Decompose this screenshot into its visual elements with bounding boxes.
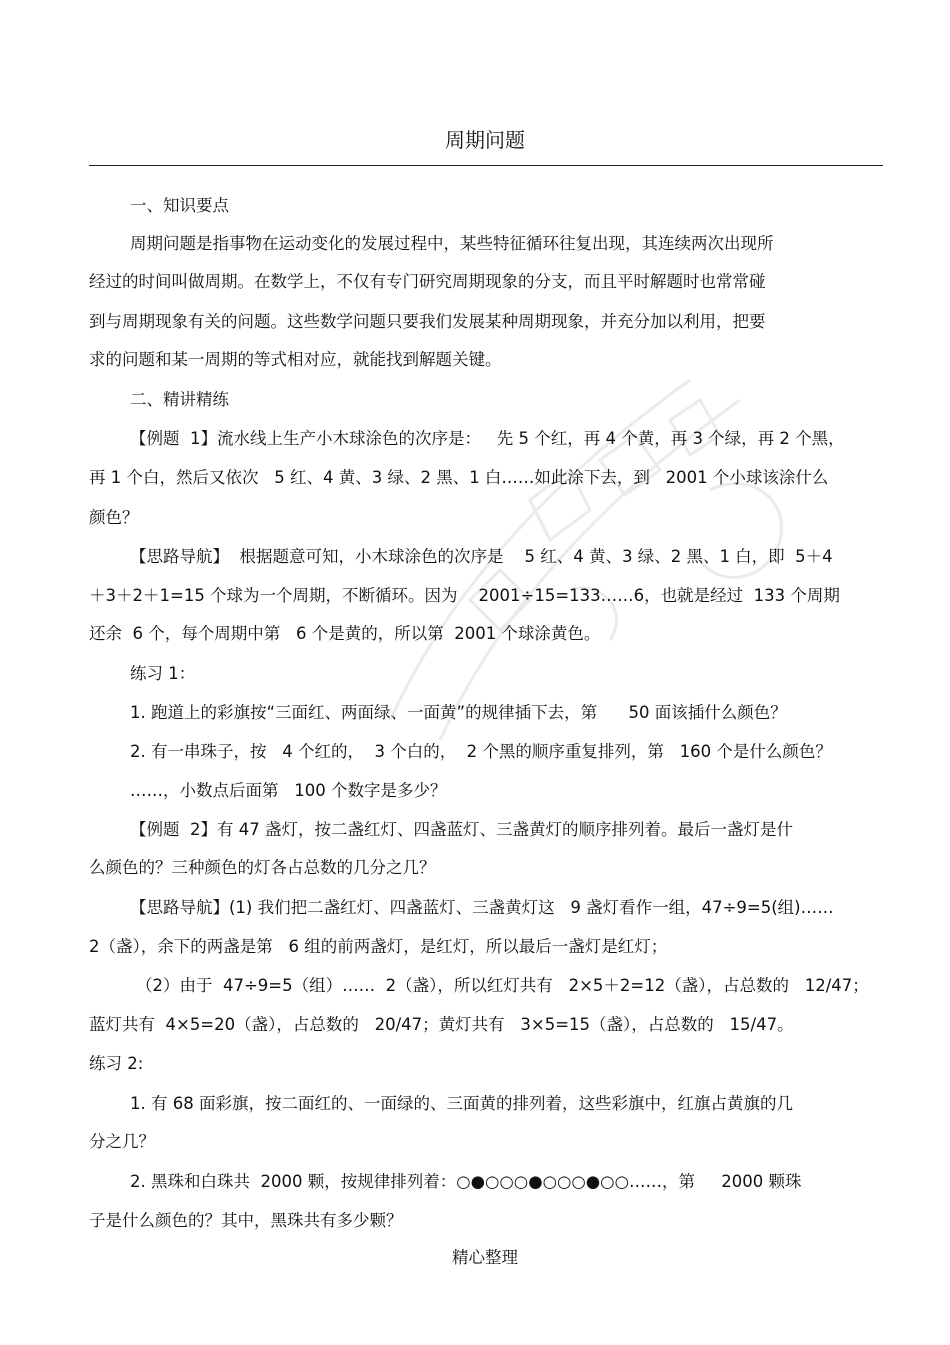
solution-line: 还余 6 个，每个周期中第 6 个是黄的，所以第 2001 个球涂黄色。 [89, 624, 601, 643]
example-line: 【例题 2】有 47 盏灯，按二盏红灯、四盏蓝灯、三盏黄灯的顺序排列着。最后一盏灯是什 [130, 820, 793, 839]
exercise-line: 1. 有 68 面彩旗，按二面红的、一面绿的、三面黄的排列着，这些彩旗中，红旗占黄旗的几 [130, 1094, 793, 1113]
solution-line: 【思路导航】(1) 我们把二盏红灯、四盏蓝灯、三盏黄灯这 9 盏灯看作一组，47÷9=5(组)…… [130, 898, 834, 917]
title-divider [89, 165, 883, 166]
exercise-heading: 练习 1： [130, 664, 196, 683]
exercise-line: 2. 有一串珠子，按 4 个红的， 3 个白的， 2 个黑的顺序重复排列，第 160 个是什么颜色？ [130, 742, 832, 761]
section-heading: 二、精讲精练 [130, 390, 229, 409]
exercise-line: 分之几？ [89, 1132, 155, 1151]
exercise-line: ……，小数点后面第 100 个数字是多少？ [130, 781, 447, 800]
page-title: 周期问题 [445, 128, 525, 152]
solution-line: ＋3＋2＋1=15 个球为一个周期，不断循环。因为 2001÷15=133……6，也就是经过 133 个周期 [89, 586, 840, 605]
paragraph-line: 经过的时间叫做周期。在数学上，不仅有专门研究周期现象的分支，而且平时解题时也常常碰 [89, 272, 766, 291]
example-line: 【例题 1】流水线上生产小木球涂色的次序是： 先 5 个红，再 4 个黄，再 3 个绿，再 2 个黑， [130, 429, 845, 448]
section-heading: 一、知识要点 [130, 196, 229, 215]
example-line: 么颜色的？三种颜色的灯各占总数的几分之几？ [89, 858, 436, 877]
paragraph-line: 求的问题和某一周期的等式相对应，就能找到解题关键。 [89, 350, 502, 369]
solution-line: 2（盏），余下的两盏是第 6 组的前两盏灯，是红灯，所以最后一盏灯是红灯； [89, 937, 668, 956]
example-line: 再 1 个白，然后又依次 5 红、4 黄、3 绿、2 黑、1 白……如此涂下去，到 2001 个小球该涂什么 [89, 468, 829, 487]
solution-line: 蓝灯共有 4×5=20（盏），占总数的 20/47；黄灯共有 3×5=15（盏），占总数的 15/47。 [89, 1015, 794, 1034]
page-footer: 精心整理 [452, 1248, 518, 1267]
exercise-heading: 练习 2: [89, 1054, 144, 1073]
exercise-line: 子是什么颜色的？其中，黑珠共有多少颗？ [89, 1211, 403, 1230]
example-line: 颜色？ [89, 508, 139, 527]
paragraph-line: 周期问题是指事物在运动变化的发展过程中，某些特征循环往复出现，其连续两次出现所 [130, 234, 774, 253]
solution-line: （2）由于 47÷9=5（组）…… 2（盏），所以红灯共有 2×5＋2=12（盏），占总数的 12/47； [136, 976, 869, 995]
exercise-line: 2. 黑珠和白珠共 2000 颗，按规律排列着：○●○○○●○○○●○○……，第 2000 颗珠 [130, 1172, 802, 1191]
solution-line: 【思路导航】 根据题意可知，小木球涂色的次序是 5 红、4 黄、3 绿、2 黑、1 白，即 5＋4 [130, 547, 833, 566]
exercise-line: 1. 跑道上的彩旗按“三面红、两面绿、一面黄”的规律插下去，第 50 面该插什么颜色？ [130, 703, 787, 722]
paragraph-line: 到与周期现象有关的问题。这些数学问题只要我们发展某种周期现象，并充分加以利用，把要 [89, 312, 766, 331]
